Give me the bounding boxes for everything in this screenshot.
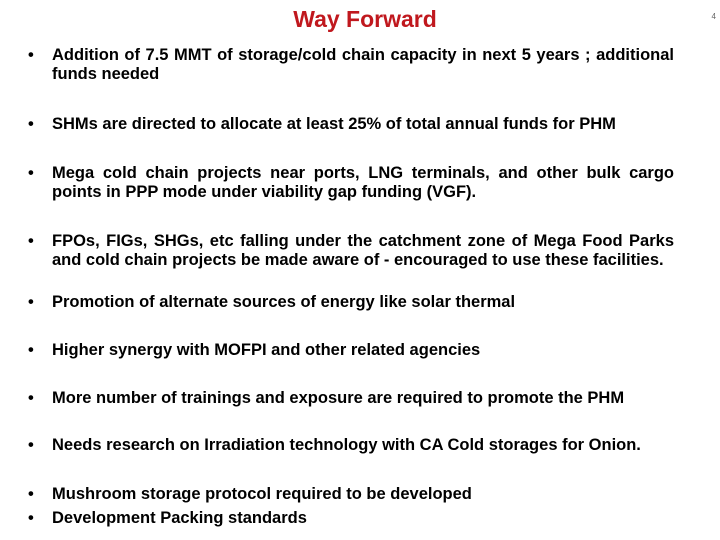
bullet-dot: •	[28, 164, 34, 182]
bullet-item	[28, 509, 674, 528]
bullet-item	[28, 293, 674, 312]
bullet-item	[28, 164, 674, 202]
bullet-dot: •	[28, 389, 34, 407]
bullet-text: Higher synergy with MOFPI and other related agencies	[52, 341, 481, 359]
bullet-text: Promotion of alternate sources of energy like solar thermal	[52, 293, 516, 311]
slide-title: Way Forward	[293, 6, 437, 32]
bullet-item	[28, 389, 674, 408]
bullet-text: Needs research on Irradiation technology with CA Cold storages for Onion.	[52, 436, 641, 454]
bullet-text: Addition of 7.5 MMT of storage/cold chain capacity in next 5 years ; additional funds needed	[52, 46, 674, 83]
bullet-item	[28, 46, 674, 84]
bullet-item	[28, 341, 674, 360]
bullet-dot: •	[28, 46, 34, 64]
page-number: 4	[711, 12, 716, 21]
bullet-item	[28, 436, 674, 455]
bullet-dot: •	[28, 485, 34, 503]
bullet-text: SHMs are directed to allocate at least 25% of total annual funds for PHM	[52, 115, 616, 133]
bullet-text: Mega cold chain projects near ports, LNG terminals, and other bulk cargo points in PPP mode under viability gap funding (VGF).	[52, 164, 674, 201]
bullet-item	[28, 485, 674, 504]
bullet-dot: •	[28, 341, 34, 359]
bullet-item	[28, 115, 674, 134]
bullet-dot: •	[28, 293, 34, 311]
bullet-dot: •	[28, 436, 34, 454]
bullet-dot: •	[28, 232, 34, 250]
bullet-item	[28, 232, 674, 270]
bullet-text: More number of trainings and exposure are required to promote the PHM	[52, 389, 625, 407]
bullet-text: Mushroom storage protocol required to be developed	[52, 485, 472, 503]
bullet-text: FPOs, FIGs, SHGs, etc falling under the catchment zone of Mega Food Parks and cold chain projects be made aware of - encouraged to use these facilities.	[52, 232, 674, 269]
bullet-text: Development Packing standards	[52, 509, 307, 527]
bullet-dot: •	[28, 509, 34, 527]
bullet-dot: •	[28, 115, 34, 133]
